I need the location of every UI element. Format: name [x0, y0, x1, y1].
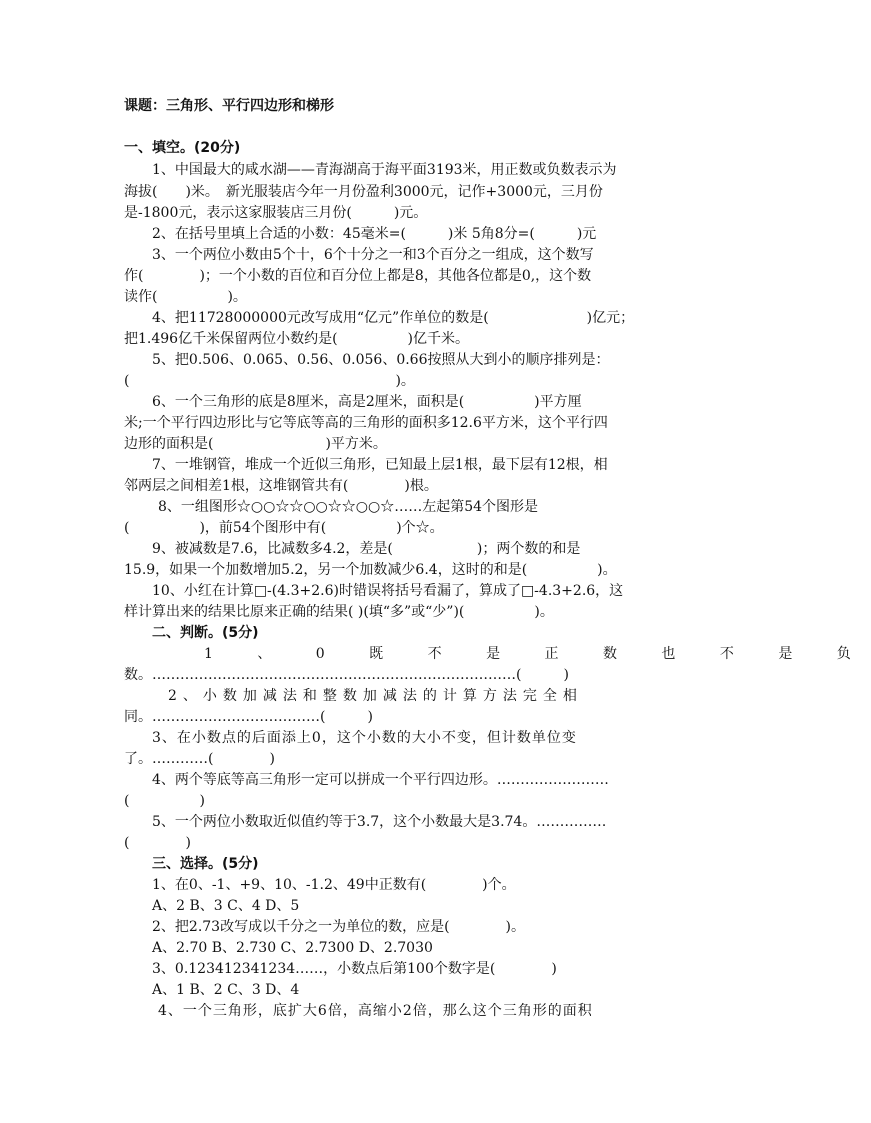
question-line: 同。………………………………( ) — [124, 709, 373, 725]
question-line: ( )，前54个图形中有( )个☆。 — [124, 520, 444, 536]
question-line: 2、小数加减法和整数加减法的计算方法完全相 — [168, 688, 583, 704]
question-line: 4、两个等底等高三角形一定可以拼成一个平行四边形。…………………… — [152, 772, 609, 788]
section-heading-judge: 二、判断。(5分) — [152, 625, 259, 641]
question-line: 1、中国最大的咸水湖——青海湖高于海平面3193米，用正数或负数表示为 — [152, 162, 617, 178]
question-line: 2、把2.73改写成以千分之一为单位的数，应是( )。 — [152, 919, 526, 935]
page-title: 课题：三角形、平行四边形和梯形 — [124, 98, 334, 114]
section-heading-choice: 三、选择。(5分) — [152, 856, 259, 872]
question-line: 5、把0.506、0.065、0.56、0.056、0.66按照从大到小的顺序排列是： — [152, 352, 610, 368]
option-line: A、2.70 B、2.730 C、2.7300 D、2.7030 — [152, 940, 433, 956]
question-line: 了。…………( ) — [124, 751, 275, 767]
question-line: 1 、 0 既 不 是 正 数 也 不 是 负 — [204, 646, 871, 662]
question-line: ( ) — [124, 835, 191, 851]
question-line: 数。……………………………………………………………………( ) — [124, 667, 569, 683]
question-line: 8、一组图形☆○○☆☆○○☆☆○○☆……左起第54个图形是 — [158, 499, 539, 515]
question-line: 5、一个两位小数取近似值约等于3.7，这个小数最大是3.74。…………… — [152, 814, 607, 830]
question-line: 米;一个平行四边形比与它等底等高的三角形的面积多12.6平方米，这个平行四 — [124, 415, 608, 431]
question-line: 4、一个三角形，底扩大6倍，高缩小2倍，那么这个三角形的面积 — [158, 1003, 593, 1019]
question-line: 15.9，如果一个加数增加5.2，另一个加数减少6.4，这时的和是( )。 — [124, 562, 617, 578]
question-line: 作( )；一个小数的百位和百分位上都是8，其他各位都是0,，这个数 — [124, 268, 592, 284]
question-line: 9、被减数是7.6，比减数多4.2，差是( )；两个数的和是 — [152, 541, 581, 557]
question-line: 边形的面积是( )平方米。 — [124, 436, 387, 452]
question-line: 样计算出来的结果比原来正确的结果( )(填“多”或“少”)( )。 — [124, 604, 554, 620]
question-line: 6、一个三角形的底是8厘米，高是2厘米，面积是( )平方厘 — [152, 394, 582, 410]
question-line: 7、一堆钢管，堆成一个近似三角形，已知最上层1根，最下层有12根，相 — [152, 457, 608, 473]
question-line: 2、在括号里填上合适的小数：45毫米=( )米 5角8分=( )元 — [152, 226, 597, 242]
question-line: 邻两层之间相差1根，这堆钢管共有( )根。 — [124, 478, 438, 494]
question-line: 3、一个两位小数由5个十，6个十分之一和3个百分之一组成，这个数写 — [152, 247, 594, 263]
option-line: A、1 B、2 C、3 D、4 — [152, 982, 300, 998]
question-line: 10、小红在计算□-(4.3+2.6)时错误将括号看漏了，算成了□-4.3+2.6，这 — [152, 583, 624, 599]
section-heading-fill: 一、填空。(20分) — [124, 140, 241, 156]
question-line: 3、在小数点的后面添上0，这个小数的大小不变，但计数单位变 — [152, 730, 577, 746]
question-line: 4、把11728000000元改写成用“亿元”作单位的数是( )亿元； — [152, 310, 635, 326]
option-line: A、2 B、3 C、4 D、5 — [152, 898, 300, 914]
question-line: 是-1800元，表示这家服装店三月份( )元。 — [124, 205, 428, 221]
question-line: 把1.496亿千米保留两位小数约是( )亿千米。 — [124, 331, 470, 347]
question-line: 读作( )。 — [124, 289, 247, 305]
question-line: ( )。 — [124, 373, 415, 389]
question-line: 3、0.123412341234……，小数点后第100个数字是( ) — [152, 961, 557, 977]
question-line: 海拔( )米。 新光服装店今年一月份盈利3000元，记作+3000元，三月份 — [124, 184, 603, 200]
question-line: ( ) — [124, 793, 205, 809]
question-line: 1、在0、-1、+9、10、-1.2、49中正数有( )个。 — [152, 877, 516, 893]
